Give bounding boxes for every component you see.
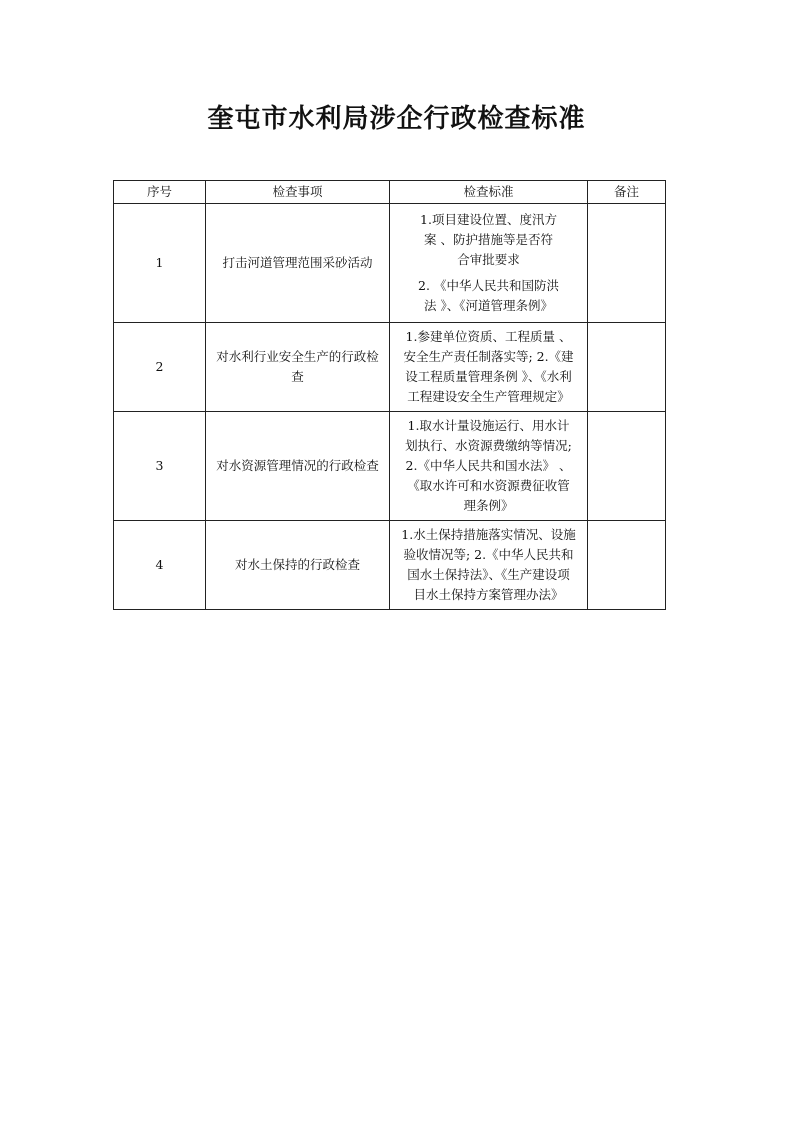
standard-line: 案 、防护措施等是否符 xyxy=(424,232,553,247)
row-item xyxy=(206,521,390,610)
row-index: 3 xyxy=(114,412,206,521)
standard-line: 安全生产责任制落实等; 2.《建 xyxy=(403,349,574,364)
standard-line: 合审批要求 xyxy=(457,252,520,267)
row-remarks xyxy=(588,204,666,323)
row-index: 1 xyxy=(114,204,206,323)
standard-line: 《取水许可和水资源费征收管 xyxy=(407,478,570,493)
row-item-text: 对水资源管理情况的行政检查 xyxy=(216,458,379,473)
standard-line: 法 》、《河道管理条例》 xyxy=(424,298,553,313)
standard-line: 2.《中华人民共和国水法》 、 xyxy=(405,458,572,473)
row-remarks xyxy=(588,521,666,610)
row-remarks xyxy=(588,323,666,412)
header-item: 检查事项 xyxy=(206,181,390,204)
row-item-text: 对水利行业安全生产的行政检查 xyxy=(216,349,379,384)
standard-line: 1.取水计量设施运行、用水计 xyxy=(407,418,570,433)
inspection-standards-table xyxy=(113,180,666,610)
row-item xyxy=(206,204,390,323)
standard-line: 目水土保持方案管理办法》 xyxy=(413,587,564,602)
table-row xyxy=(114,521,666,610)
row-standard xyxy=(390,323,588,412)
standard-line: 1.水土保持措施落实情况、设施 xyxy=(401,527,576,542)
standard-line: 理条例》 xyxy=(463,498,514,513)
row-standard xyxy=(390,204,588,323)
header-standard: 检查标准 xyxy=(390,181,588,204)
page-title: 奎屯市水利局涉企行政检查标准 xyxy=(207,104,586,134)
table-row xyxy=(114,412,666,521)
standard-line: 工程建设安全生产管理规定》 xyxy=(407,389,570,404)
row-standard xyxy=(390,412,588,521)
row-remarks xyxy=(588,412,666,521)
standard-line: 国水土保持法》、《生产建设项 xyxy=(407,567,570,582)
table-header-row xyxy=(114,181,666,204)
row-index: 2 xyxy=(114,323,206,412)
standard-line: 设工程质量管理条例 》、《水利 xyxy=(405,369,572,384)
table-row xyxy=(114,204,666,323)
standard-line: 验收情况等; 2.《中华人民共和 xyxy=(403,547,574,562)
row-item-text: 打击河道管理范围采砂活动 xyxy=(222,255,373,270)
row-standard xyxy=(390,521,588,610)
row-item-text: 对水土保持的行政检查 xyxy=(234,557,360,572)
standard-line: 1.参建单位资质、工程质量 、 xyxy=(405,329,572,344)
row-item xyxy=(206,412,390,521)
standard-line: 2. 《中华人民共和国防洪 xyxy=(418,278,559,293)
row-index: 4 xyxy=(114,521,206,610)
header-index: 序号 xyxy=(114,181,206,204)
table-row xyxy=(114,323,666,412)
standard-line: 1.项目建设位置、度汛方 xyxy=(420,212,557,227)
standard-line: 划执行、水资源费缴纳等情况; xyxy=(405,438,572,453)
header-remarks: 备注 xyxy=(588,181,666,204)
row-item xyxy=(206,323,390,412)
